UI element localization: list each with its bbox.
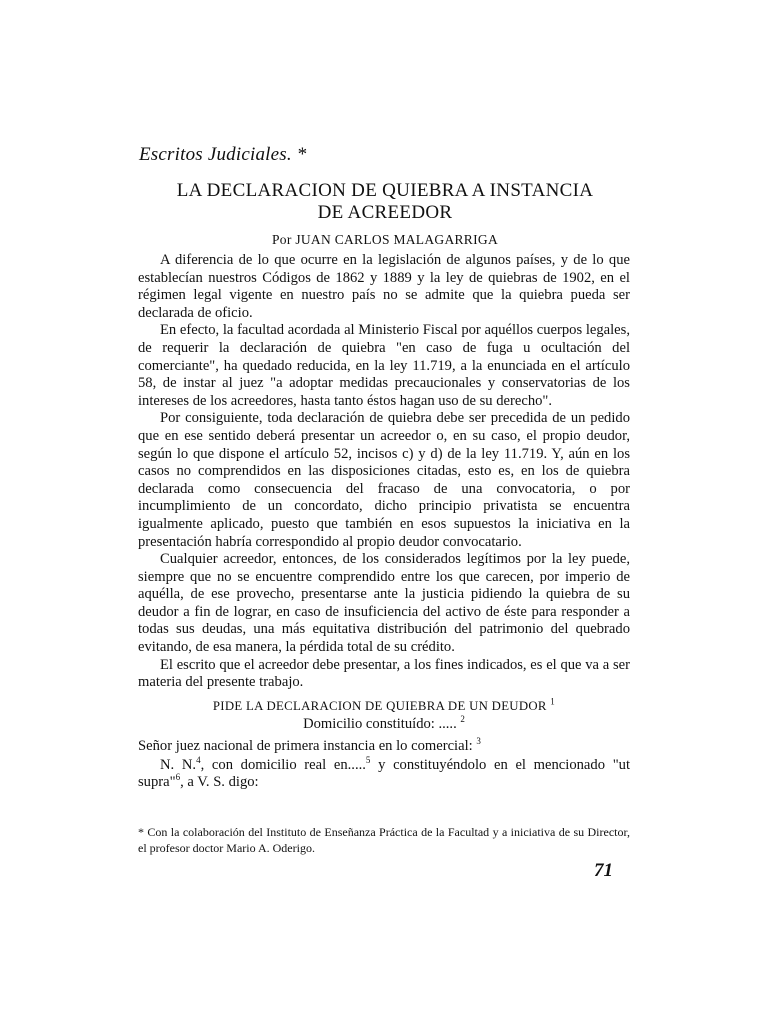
article-title bbox=[140, 180, 630, 224]
footnote-ref-2: 2 bbox=[460, 714, 465, 725]
petitioner-closing: , a V. S. digo: bbox=[180, 774, 259, 791]
page-number: 71 bbox=[594, 860, 613, 881]
domicilio-text: Domicilio constituído: ..... bbox=[303, 716, 457, 733]
form-heading bbox=[138, 698, 630, 716]
form-domicilio bbox=[138, 716, 630, 734]
page-footnote: * Con la colaboración del Instituto de Enseñanza Práctica de la Facultad y a iniciativa de su Director, el profesor doctor Mario A. Oderigo. bbox=[138, 825, 630, 855]
footnote-ref-1: 1 bbox=[550, 696, 556, 707]
form-petitioner bbox=[138, 754, 630, 792]
paragraph-1: A diferencia de lo que ocurre en la legislación de algunos países, y de lo que establecían nuestros Códigos de 1862 y 1889 y la ley de quiebras de 1902, en el régimen legal vigente en nuestro país no se admite que la quiebra pueda ser declarada de oficio. bbox=[138, 252, 630, 321]
title-line-2: DE ACREEDOR bbox=[317, 202, 453, 223]
author-byline: Por JUAN CARLOS MALAGARRIGA bbox=[272, 232, 498, 247]
form-heading-text: PIDE LA DECLARACION DE QUIEBRA DE UN DEUDOR bbox=[212, 698, 547, 713]
paragraph-2: En efecto, la facultad acordada al Ministerio Fiscal por aquéllos cuerpos legales, de requerir la declaración de quiebra "en caso de fuga u ocultación del comerciante", ha quedado reducida, en la ley 11.719, a la enunciada en el artículo 58, de instar al juez "a adoptar medidas precaucionales y conservatorias de los intereses de los acreedores, hasta tanto éstos hagan uso de su derecho". bbox=[138, 322, 630, 409]
footnote-ref-4: 4 bbox=[196, 754, 201, 765]
form-salutation bbox=[138, 738, 630, 756]
footnote-ref-6: 6 bbox=[175, 772, 181, 783]
footnote-ref-3: 3 bbox=[476, 736, 481, 747]
salutation-text: Señor juez nacional de primera instancia en lo comercial: bbox=[138, 738, 473, 755]
paragraph-4: Cualquier acreedor, entonces, de los considerados legítimos por la ley puede, siempre que no se encuentre comprendido entre los que carecen, por imperio de aquélla, de ese provecho, presentarse ante la justicia pidiendo la quiebra de su deudor a fin de lograr, en caso de insuficiencia del activo de éste para responder a todas sus deudas, una más equitativa distribución del patrimonio del quebrado evitando, de esa manera, la pérdida total de su crédito. bbox=[138, 551, 630, 656]
section-label: Escritos Judiciales. * bbox=[139, 144, 307, 165]
article-body bbox=[138, 252, 630, 792]
petitioner-domicile: , con domicilio real en..... bbox=[200, 756, 366, 773]
footnote-ref-5: 5 bbox=[365, 754, 371, 765]
title-line-1: LA DECLARACION DE QUIEBRA A INSTANCIA bbox=[176, 180, 594, 201]
paragraph-5: El escrito que el acreedor debe presentar, a los fines indicados, es el que va a ser materia del presente trabajo. bbox=[138, 656, 630, 691]
paragraph-3: Por consiguiente, toda declaración de quiebra debe ser precedida de un pedido que en ese sentido deberá presentar un acreedor o, en su caso, el propio deudor, según lo que dispone el artículo 52, incisos c) y d) de la ley 11.719. Y, aún en los casos no comprendidos en las disposiciones citadas, esto es, en los de quiebra declarada como consecuencia del fracaso de una convocatoria, o por incumplimiento de un concordato, dicho principio privatista se encuentra igualmente aplicado, puesto que también en esos supuestos la iniciativa en la presentación habría correspondido al propio deudor convocatario. bbox=[138, 410, 630, 550]
petitioner-name: N. N. bbox=[160, 756, 197, 773]
petitioner-constituted: y constituyéndolo en el mencionado "ut supra" bbox=[138, 756, 630, 791]
